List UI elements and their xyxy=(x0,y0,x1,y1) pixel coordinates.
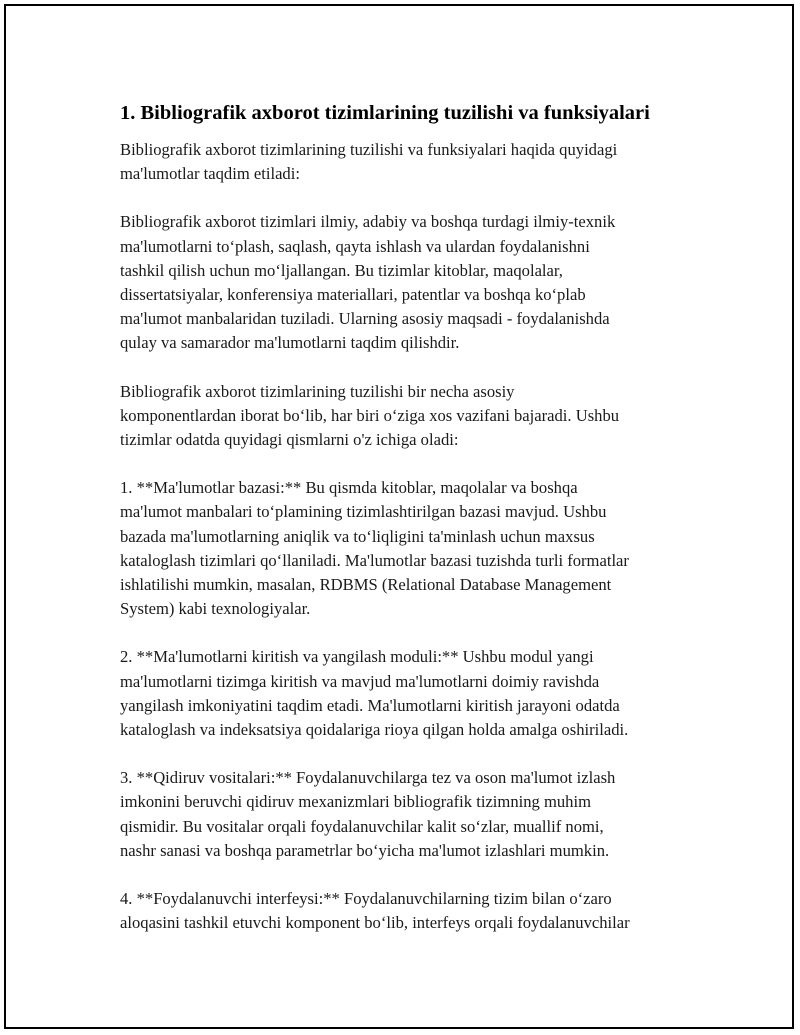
text-line: ishlatilishi mumkin, masalan, RDBMS (Relational Database Management xyxy=(120,575,612,595)
text-line: kataloglash tizimlari qo‘llaniladi. Ma'lumotlar bazasi tuzishda turli formatlar xyxy=(120,550,629,570)
text-line: ma'lumot manbalari to‘plamining tizimlashtirilgan bazasi mavjud. Ushbu xyxy=(120,502,607,522)
text-line: ma'lumotlarni tizimga kiritish va mavjud ma'lumotlarni doimiy ravishda xyxy=(120,671,600,691)
text-line: imkonini beruvchi qidiruv mexanizmlari bibliografik tizimning muhim xyxy=(120,792,591,812)
text-line: tashkil qilish uchun mo‘ljallangan. Bu tizimlar kitoblar, maqolalar, xyxy=(120,260,563,280)
paragraph-item-2 xyxy=(120,645,700,742)
paragraph-item-1 xyxy=(120,476,700,621)
text-line: ma'lumotlarni to‘plash, saqlash, qayta ishlash va ulardan foydalanishni xyxy=(120,236,590,256)
text-line: Bibliografik axborot tizimlari ilmiy, adabiy va boshqa turdagi ilmiy-texnik xyxy=(120,212,616,232)
text-line: System) kabi texnologiyalar. xyxy=(120,599,311,619)
text-line: yangilash imkoniyatini taqdim etadi. Ma'lumotlarni kiritish jarayoni odatda xyxy=(120,695,620,715)
document-page xyxy=(4,4,794,1029)
text-line: 4. **Foydalanuvchi interfeysi:** Foydalanuvchilarning tizim bilan o‘zaro xyxy=(120,889,612,909)
text-line: tizimlar odatda quyidagi qismlarni o'z ichiga oladi: xyxy=(120,430,459,450)
text-line: 3. **Qidiruv vositalari:** Foydalanuvchilarga tez va oson ma'lumot izlash xyxy=(120,768,616,788)
text-line: qulay va samarador ma'lumotlarni taqdim qilishdir. xyxy=(120,333,460,353)
text-line: 1. **Ma'lumotlar bazasi:** Bu qismda kitoblar, maqolalar va boshqa xyxy=(120,478,578,498)
text-line: ma'lumot manbalaridan tuziladi. Ularning asosiy maqsadi - foydalanishda xyxy=(120,309,610,329)
text-line: Bibliografik axborot tizimlarining tuzilishi bir necha asosiy xyxy=(120,381,515,401)
text-line: nashr sanasi va boshqa parametrlar bo‘yicha ma'lumot izlashlari mumkin. xyxy=(120,840,610,860)
text-line: 2. **Ma'lumotlarni kiritish va yangilash moduli:** Ushbu modul yangi xyxy=(120,647,594,667)
paragraph-item-4 xyxy=(120,887,700,935)
text-line: kataloglash va indeksatsiya qoidalariga rioya qilgan holda amalga oshiriladi. xyxy=(120,720,629,740)
text-line: qismidir. Bu vositalar orqali foydalanuvchilar kalit so‘zlar, muallif nomi, xyxy=(120,816,604,836)
paragraph-item-3 xyxy=(120,766,700,863)
text-line: Bibliografik axborot tizimlarining tuzilishi va funksiyalari haqida quyidagi xyxy=(120,140,618,159)
document-body xyxy=(120,98,700,959)
paragraph-structure xyxy=(120,380,700,453)
text-line: ma'lumotlar taqdim etiladi: xyxy=(120,164,300,184)
text-line: dissertatsiyalar, konferensiya materiallari, patentlar va boshqa ko‘plab xyxy=(120,285,586,305)
page-title: 1. Bibliografik axborot tizimlarining tuzilishi va funksiyalari xyxy=(120,102,650,124)
text-line: bazada ma'lumotlarning aniqlik va to‘liqligini ta'minlash uchun maxsus xyxy=(120,526,595,546)
paragraph-intro xyxy=(120,138,700,186)
paragraph-overview xyxy=(120,210,700,355)
text-line: aloqasini tashkil etuvchi komponent bo‘lib, interfeys orqali foydalanuvchilar xyxy=(120,913,630,933)
text-line: komponentlardan iborat bo‘lib, har biri o‘ziga xos vazifani bajaradi. Ushbu xyxy=(120,405,620,425)
